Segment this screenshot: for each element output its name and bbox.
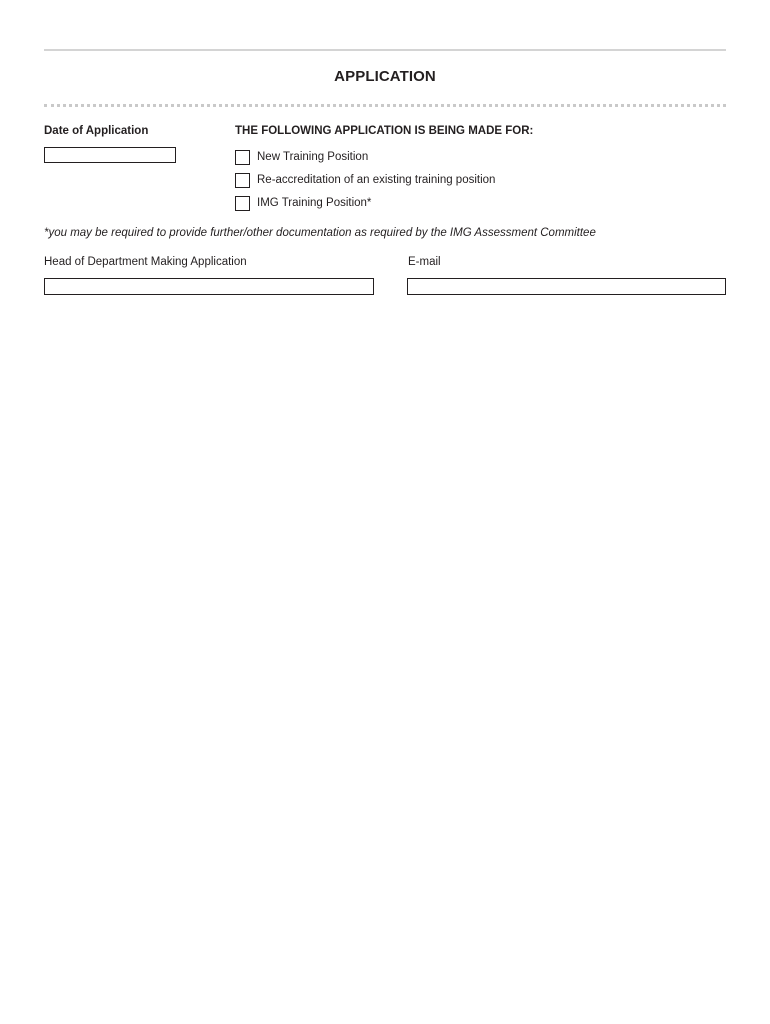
new-training-position-checkbox[interactable] [235,150,250,165]
date-of-application-label: Date of Application [44,125,149,137]
date-of-application-field[interactable] [44,147,176,163]
documentation-note: *you may be required to provide further/other documentation as required by the IMG Assessment Committee [44,227,596,239]
email-label: E-mail [408,256,441,268]
img-training-position-label: IMG Training Position* [257,197,372,209]
new-training-position-label: New Training Position [257,151,369,163]
re-accreditation-label: Re-accreditation of an existing training position [257,174,496,186]
option-img-training-position[interactable] [235,195,371,211]
option-re-accreditation[interactable] [235,172,495,188]
option-new-training-position[interactable] [235,149,368,165]
page-title: APPLICATION [334,68,436,85]
dotted-divider [44,104,726,107]
email-field[interactable] [407,278,726,295]
head-of-department-label: Head of Department Making Application [44,256,247,268]
img-training-position-checkbox[interactable] [235,196,250,211]
top-divider [44,49,726,51]
re-accreditation-checkbox[interactable] [235,173,250,188]
application-purpose-heading: THE FOLLOWING APPLICATION IS BEING MADE FOR: [235,125,534,137]
head-of-department-field[interactable] [44,278,374,295]
